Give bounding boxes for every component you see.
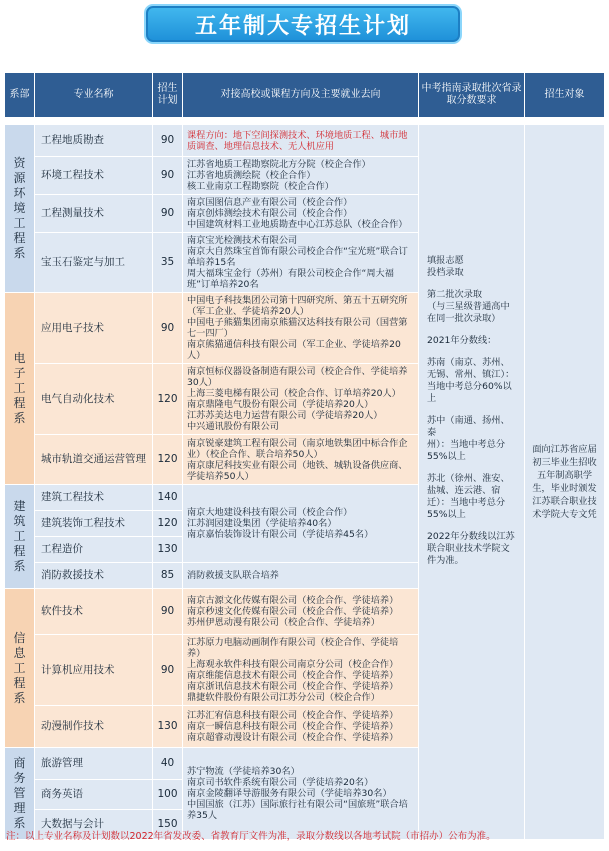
header-major: 专业名称	[35, 73, 153, 118]
page-title: 五年制大专招生计划	[144, 4, 462, 44]
score-line: 第二批次录取	[427, 289, 483, 300]
score-line: 2022年分数线以江苏	[427, 531, 515, 542]
score-line	[427, 405, 516, 415]
plan-count: 130	[153, 537, 183, 563]
plan-count: 90	[153, 125, 183, 157]
score-line	[427, 347, 516, 357]
enrollment-table	[4, 72, 605, 840]
score-line	[427, 279, 516, 289]
major-name: 工程地质勘查	[35, 125, 153, 157]
major-name: 工程造价	[35, 537, 153, 563]
dept-business: 商务管理系	[5, 748, 35, 840]
score-requirements	[419, 125, 525, 840]
score-line: 填报志愿	[427, 255, 464, 266]
major-name: 应用电子技术	[35, 293, 153, 364]
major-name: 宝玉石鉴定与加工	[35, 233, 153, 293]
major-name: 工程测量技术	[35, 195, 153, 233]
major-name: 环境工程技术	[35, 157, 153, 195]
major-name: 城市轨道交通运营管理	[35, 435, 153, 485]
plan-count: 90	[153, 195, 183, 233]
header-plan: 招生计划	[153, 73, 183, 118]
footnote: 注：以上专业名称及计划数以2022年省发改委、省教育厅文件为准，录取分数线以各地考试院（市招办）公布为准。	[6, 831, 496, 842]
dept-construction: 建筑工程系	[5, 485, 35, 589]
plan-count: 140	[153, 485, 183, 511]
header-dept: 系部	[5, 73, 35, 118]
major-name: 建筑工程技术	[35, 485, 153, 511]
score-line: 盐城、连云港、宿	[427, 485, 501, 496]
coop-info: 南京古源文化传媒有限公司（校企合作、学徒培养） 南京秒速文化传媒有限公司（校企合作、学徒培养） 苏州伊恩动漫有限公司（校企合作、学徒培养）	[183, 589, 419, 635]
major-name: 大数据与会计	[35, 810, 153, 840]
coop-info: 江苏汇宥信息科技有限公司（校企合作、学徒培养） 南京一瞬信息科技有限公司（校企合作、学徒培养） 南京超睿动漫设计有限公司（校企合作、学徒培养）	[183, 706, 419, 748]
header-coop: 对接高校或课程方向及主要就业去向	[183, 73, 419, 118]
score-line	[427, 521, 516, 531]
score-line: 苏中（南通、扬州、泰	[427, 415, 510, 438]
major-name: 电气自动化技术	[35, 364, 153, 435]
coop-info: 南京国图信息产业有限公司（校企合作） 南京创炜测绘技术有限公司（校企合作） 中国建筑材料工业地质勘查中心江苏总队（校企合作）	[183, 195, 419, 233]
coop-info: 中国电子科技集团公司第十四研究所、第五十五研究所（军工企业、学徒培养20人） 中国电子熊猫集团南京熊猫汉达科技有限公司（国营第七一四厂） 南京熊猫通信科技有限公司（军工企业、学徒培养20人）	[183, 293, 419, 364]
plan-count: 130	[153, 706, 183, 748]
plan-count: 120	[153, 511, 183, 537]
header-score: 中考指南录取批次省录取分数要求	[419, 73, 525, 118]
coop-info: 江苏省地质工程勘察院北方分院（校企合作） 江苏省地质测绘院（校企合作） 核工业南京工程勘察院（校企合作）	[183, 157, 419, 195]
score-line: 苏北（徐州、淮安、	[427, 473, 510, 484]
score-line: 在同一批次录取）	[427, 313, 501, 324]
dept-resource: 资源环境工程系	[5, 125, 35, 293]
score-line: 联合职业技术学院文	[427, 543, 510, 554]
plan-count: 120	[153, 364, 183, 435]
major-name: 计算机应用技术	[35, 635, 153, 706]
plan-count: 120	[153, 435, 183, 485]
score-line: 无锡、常州、镇江）：	[427, 369, 515, 380]
plan-count: 100	[153, 780, 183, 810]
score-line: 迁）：当地中考总分	[427, 497, 506, 508]
plan-count: 90	[153, 635, 183, 706]
coop-info: 课程方向：地下空间探测技术、环境地质工程、城市地质调查、地理信息技术、无人机应用	[183, 125, 419, 157]
coop-info: 南京大地建设科技有限公司（校企合作） 江苏润园建设集团（学徒培养40名） 南京嘉怡装饰设计有限公司（学徒培养45名）	[183, 485, 419, 563]
dept-information: 信息工程系	[5, 589, 35, 748]
header-target: 招生对象	[525, 73, 605, 118]
major-name: 旅游管理	[35, 748, 153, 780]
coop-info: 江苏原力电脑动画制作有限公司（校企合作、学徒培养） 上海观永软件科技有限公司南京分公司（校企合作） 南京维能信息技术有限公司（校企合作、学徒培养） 南京浙讯信息技术有限公司（校企合作、学徒培养） 鼎捷软件股份有限公司江苏分公司（校企合作）	[183, 635, 419, 706]
plan-count: 85	[153, 563, 183, 589]
plan-count: 35	[153, 233, 183, 293]
score-line: 55%以上	[427, 451, 466, 462]
score-line: 苏南（南京、苏州、	[427, 357, 510, 368]
plan-count: 90	[153, 157, 183, 195]
coop-info: 南京锐豪建筑工程有限公司（南京地铁集团中标合作企业）（校企合作、联合培养50人） 南京康尼科技实业有限公司（地铁、城轨设备供应商、学徒培养50人）	[183, 435, 419, 485]
plan-count: 90	[153, 293, 183, 364]
major-name: 软件技术	[35, 589, 153, 635]
major-name: 商务英语	[35, 780, 153, 810]
plan-count: 150	[153, 810, 183, 840]
major-name: 消防救援技术	[35, 563, 153, 589]
major-name: 动漫制作技术	[35, 706, 153, 748]
table-row	[5, 125, 605, 157]
score-line: 州）：当地中考总分	[427, 439, 506, 450]
table-header	[5, 73, 605, 118]
major-name: 建筑装饰工程技术	[35, 511, 153, 537]
score-line	[427, 325, 516, 335]
score-line	[427, 463, 516, 473]
score-line: （与三星级普通高中	[427, 301, 510, 312]
plan-count: 40	[153, 748, 183, 780]
score-line: 55%以上	[427, 509, 466, 520]
coop-info: 南京宝光检测技术有限公司 南京大自然珠宝首饰有限公司校企合作“宝光班”联合订单培养15名 周大福珠宝金行（苏州）有限公司校企合作“周大福班”订单培养20名	[183, 233, 419, 293]
coop-info: 苏宁物流（学徒培养30名） 南京司书软件系统有限公司（学徒培养20名） 南京金陵翻译导游服务有限公司（学徒培养30名） 中国国旅（江苏）国际旅行社有限公司“国旅班”联合培养35人	[183, 748, 419, 840]
plan-count: 90	[153, 589, 183, 635]
score-line: 投档录取	[427, 267, 464, 278]
dept-electronic: 电子工程系	[5, 293, 35, 485]
score-line: 件为准。	[427, 555, 464, 566]
coop-info: 消防救援支队联合培养	[183, 563, 419, 589]
coop-info: 南京恒标仪器设备制造有限公司（校企合作、学徒培养30人） 上海三菱电梯有限公司（校企合作、订单培养20人） 南京鼎隆电气股份有限公司（学徒培养20人） 江苏苏美达电力运营有限公司（学徒培养20人） 中兴通讯股份有限公司	[183, 364, 419, 435]
enrollment-target: 面向江苏省应届初三毕业生招收五年制高职学生，毕业时颁发江苏联合职业技术学院大专文凭	[525, 125, 605, 840]
score-line: 2021年分数线：	[427, 335, 497, 346]
score-line: 当地中考总分60%以上	[427, 381, 512, 404]
